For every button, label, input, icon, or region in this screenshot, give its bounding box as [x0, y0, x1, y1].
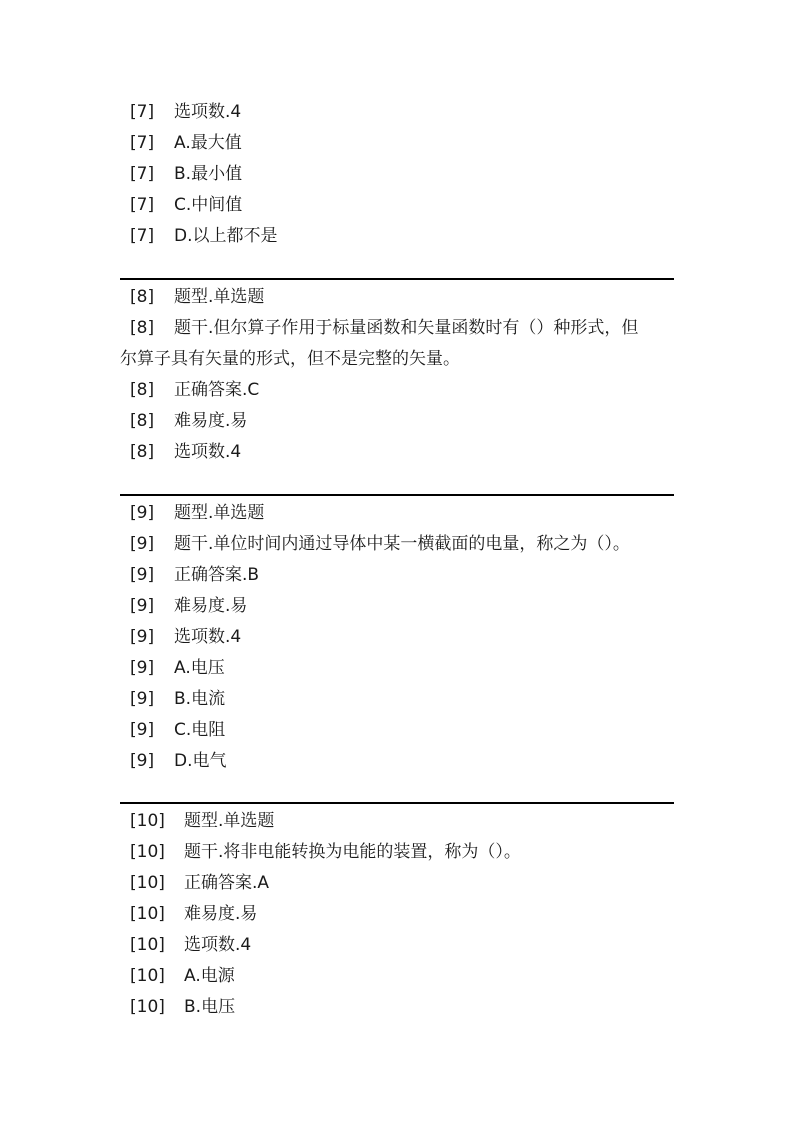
item-text-continuation: 尔算子具有矢量的形式，但不是完整的矢量。	[120, 349, 460, 369]
item-tag: [8]	[130, 287, 155, 307]
list-item	[120, 746, 674, 777]
section-divider	[120, 494, 674, 496]
item-tag: [9]	[130, 658, 155, 678]
section-divider	[120, 802, 674, 804]
item-text: 难易度.易	[184, 904, 258, 924]
list-item	[120, 930, 674, 961]
item-tag: [10]	[130, 873, 165, 893]
list-item	[120, 159, 674, 190]
list-item	[120, 560, 674, 591]
item-text: D.电气	[174, 751, 227, 771]
item-text: B.电流	[174, 689, 226, 709]
item-tag: [9]	[130, 503, 155, 523]
item-tag: [10]	[130, 811, 165, 831]
item-text: D.以上都不是	[174, 226, 278, 246]
item-tag: [8]	[130, 380, 155, 400]
item-tag: [8]	[130, 442, 155, 462]
item-text: 选项数.4	[174, 442, 242, 462]
list-item	[120, 622, 674, 653]
item-text: C.中间值	[174, 195, 243, 215]
item-text: 选项数.4	[174, 102, 242, 122]
list-item	[120, 529, 674, 560]
item-text: B.最小值	[174, 164, 243, 184]
item-text: A.电压	[174, 658, 225, 678]
list-item	[120, 221, 674, 252]
item-tag: [7]	[130, 226, 155, 246]
item-text: 题型.单选题	[184, 811, 275, 831]
list-item	[120, 591, 674, 622]
item-tag: [9]	[130, 596, 155, 616]
list-item	[120, 715, 674, 746]
item-text: C.电阻	[174, 720, 226, 740]
item-text: 正确答案.A	[184, 873, 270, 893]
item-text: 题干.单位时间内通过导体中某一横截面的电量，称之为（）。	[174, 534, 630, 554]
item-text: 难易度.易	[174, 596, 248, 616]
item-text: 题干.将非电能转换为电能的装置，称为（）。	[184, 842, 521, 862]
item-tag: [9]	[130, 534, 155, 554]
list-item	[120, 961, 674, 992]
item-tag: [10]	[130, 997, 165, 1017]
section-divider	[120, 278, 674, 280]
list-item	[120, 837, 674, 868]
item-tag: [10]	[130, 966, 165, 986]
list-item	[120, 806, 674, 837]
item-text: B.电压	[184, 997, 236, 1017]
question-7-block	[120, 97, 674, 252]
list-item	[120, 992, 674, 1023]
question-9-block	[120, 498, 674, 777]
item-tag: [10]	[130, 904, 165, 924]
question-8-block	[120, 282, 674, 468]
item-text: 选项数.4	[184, 935, 252, 955]
item-tag: [7]	[130, 102, 155, 122]
question-stem	[120, 313, 674, 375]
item-tag: [9]	[130, 720, 155, 740]
item-tag: [10]	[130, 842, 165, 862]
item-text: 题型.单选题	[174, 287, 265, 307]
item-tag: [7]	[130, 164, 155, 184]
item-text: A.电源	[184, 966, 235, 986]
item-tag: [9]	[130, 689, 155, 709]
question-10-block	[120, 806, 674, 1023]
item-text: 题干.但尔算子作用于标量函数和矢量函数时有（）种形式，但	[174, 318, 639, 338]
item-text: 选项数.4	[174, 627, 242, 647]
item-tag: [9]	[130, 751, 155, 771]
item-tag: [7]	[130, 133, 155, 153]
list-item	[120, 868, 674, 899]
item-text: 正确答案.B	[174, 565, 260, 585]
list-item	[120, 190, 674, 221]
item-tag: [10]	[130, 935, 165, 955]
item-text: 正确答案.C	[174, 380, 260, 400]
item-tag: [9]	[130, 627, 155, 647]
item-tag: [9]	[130, 565, 155, 585]
list-item	[120, 653, 674, 684]
item-tag: [7]	[130, 195, 155, 215]
list-item	[120, 406, 674, 437]
item-tag: [8]	[130, 411, 155, 431]
item-tag: [8]	[130, 318, 155, 338]
list-item	[120, 437, 674, 468]
list-item	[120, 899, 674, 930]
item-text: A.最大值	[174, 133, 242, 153]
item-text: 难易度.易	[174, 411, 248, 431]
list-item	[120, 128, 674, 159]
list-item	[120, 97, 674, 128]
list-item	[120, 684, 674, 715]
list-item	[120, 498, 674, 529]
list-item	[120, 375, 674, 406]
item-text: 题型.单选题	[174, 503, 265, 523]
list-item	[120, 282, 674, 313]
